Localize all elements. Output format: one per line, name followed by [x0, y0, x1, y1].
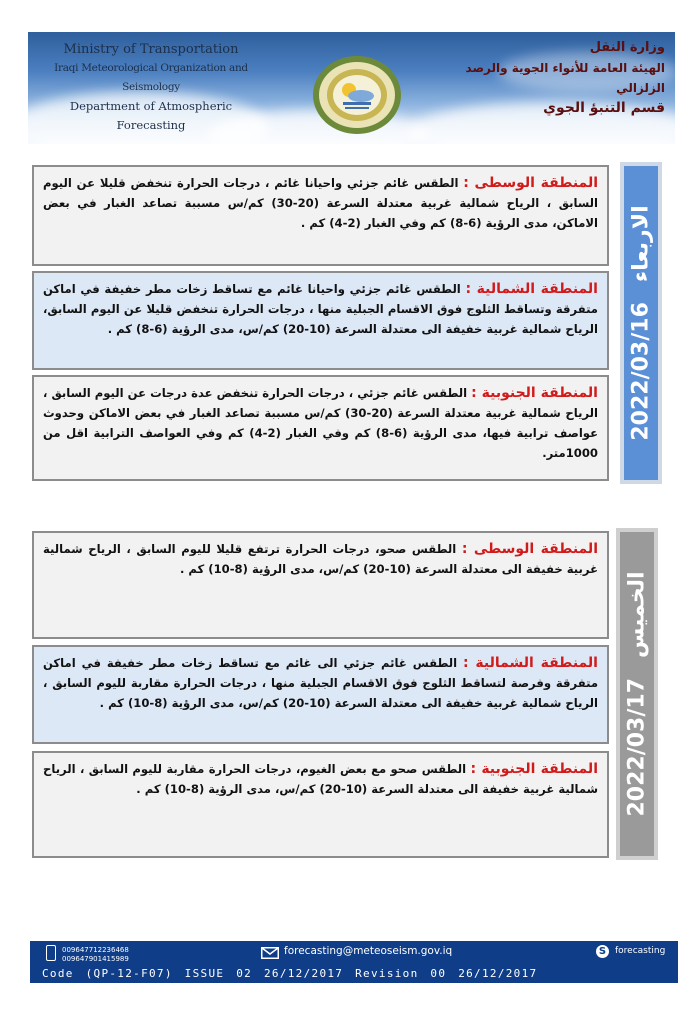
region-forecast-text: الطقس غائم جزئي واحيانا غائم ، درجات الحرارة تنخفض قليلا عن اليوم السابق ، الرياح شمالية غربية معتدلة السرعة (20-30) كم/س مسببة تصاعد الغبار في بعض الاماكن، مدى الرؤية (6-8) كم وفي الغبار (2-4) كم .: [43, 176, 598, 230]
phone-number: 009647712236468: [62, 946, 129, 954]
day-tab-wednesday: [620, 162, 662, 484]
region-name: المنطقة الشمالية :: [465, 281, 598, 297]
region-name: المنطقة الشمالية :: [463, 655, 598, 671]
english-heading: [36, 40, 266, 135]
forecast-northern-region: [32, 645, 609, 744]
meteorological-seal-logo: [311, 54, 403, 136]
forecast-central-region: [32, 165, 609, 266]
region-name: المنطقة الجنوبية :: [471, 385, 598, 401]
organization-name-ar: الهيئة العامة للأنواء الجوية والرصد الزلزالي: [465, 61, 665, 95]
footer-bar: [30, 941, 678, 983]
phone-icon: [46, 945, 56, 961]
email-link[interactable]: forecasting@meteoseism.gov.iq: [284, 945, 453, 957]
forecast-southern-region: [32, 751, 609, 858]
mail-icon: [261, 947, 279, 959]
department-name-ar: قسم التنبؤ الجوي: [543, 100, 665, 116]
header-banner: [28, 32, 675, 144]
skype-icon: S: [596, 945, 609, 958]
ministry-name-ar: وزارة النقل: [589, 40, 665, 55]
skype-handle[interactable]: forecasting: [615, 946, 666, 956]
region-name: المنطقة الوسطى :: [463, 175, 598, 191]
day-tab-thursday: [616, 528, 658, 860]
day-name: الخميس: [624, 571, 650, 658]
region-forecast-text: الطقس غائم جزئي واحيانا غائم مع تساقط زخات مطر خفيفة في اماكن متفرقة وتساقط الثلوج فوق الاقسام الجبلية منها ، درجات الحرارة تنخفض قليلا عن اليوم السابق، الرياح شمالية غربية خفيفة الى معتدلة السرعة (10-20) كم/س، مدى الرؤية (6-8) كم .: [43, 282, 598, 336]
phone-number: 009647901415989: [62, 955, 129, 963]
department-name-en: Department of Atmospheric Forecasting: [69, 99, 233, 132]
region-forecast-text: الطقس غائم جزئي الى غائم مع تساقط زخات مطر خفيفة في اماكن متفرقة وفرصة لتساقط الثلوج فوق الاقسام الجبلية منها ، درجات الحرارة مقاربة لليوم السابق ، الرياح شمالية غربية خفيفة الى معتدلة السرعة (10-20) كم/س، مدى الرؤية (8-10) كم .: [43, 656, 598, 710]
phone-numbers: [62, 946, 129, 964]
forecast-northern-region: [32, 271, 609, 370]
document-code: Code (QP-12-F07) ISSUE 02 26/12/2017 Revision 00 26/12/2017: [42, 967, 538, 980]
region-forecast-text: الطقس صحو مع بعض الغيوم، درجات الحرارة مقاربة لليوم السابق ، الرياح شمالية غربية خفيفة الى معتدلة السرعة (10-20) كم/س، مدى الرؤية (8-10) كم .: [43, 762, 598, 796]
day-name: الاربعاء: [628, 205, 654, 283]
region-name: المنطقة الوسطى :: [461, 541, 598, 557]
region-forecast-text: الطقس غائم جزئي ، درجات الحرارة تنخفض عدة درجات عن اليوم السابق ، الرياح شمالية غربية معتدلة السرعة (20-30) كم/س مسببة تصاعد الغبار في بعض الاماكن وحدوث عواصف ترابية فيها، مدى الرؤية (6-8) كم وفي الغبار (2-4) كم وفي العواصف الترابية اقل من 1000متر.: [43, 386, 598, 460]
region-name: المنطقة الجنوبية :: [470, 761, 598, 777]
forecast-southern-region: [32, 375, 609, 481]
day-date: 2022/03/17: [624, 677, 650, 817]
day-date: 2022/03/16: [628, 302, 654, 441]
arabic-heading: [425, 38, 665, 118]
region-forecast-text: الطقس صحو، درجات الحرارة ترتفع قليلا لليوم السابق ، الرياح شمالية غربية خفيفة الى معتدلة السرعة (10-20) كم/س، مدى الرؤية (8-10) كم .: [43, 542, 598, 576]
organization-name-en: Iraqi Meteorological Organization and Seismology: [54, 62, 248, 93]
ministry-name-en: Ministry of Transportation: [63, 42, 239, 57]
forecast-central-region: [32, 531, 609, 639]
